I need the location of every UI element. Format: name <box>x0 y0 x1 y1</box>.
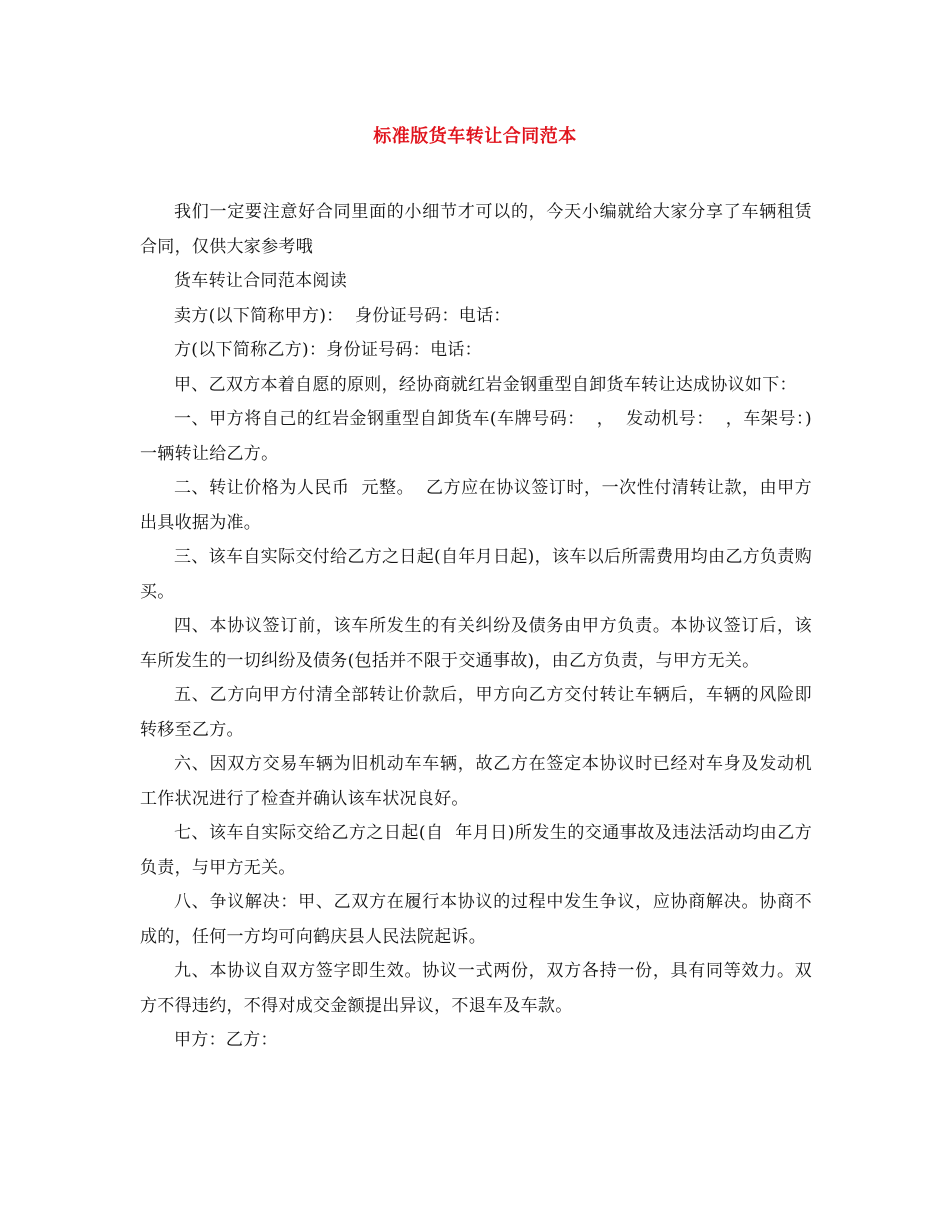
paragraph-heading: 货车转让合同范本阅读 <box>174 271 347 291</box>
signature-line: 甲方：乙方： <box>174 1030 278 1050</box>
clause-9: 九、本协议自双方签字即生效。协议一式两份，双方各持一份，具有同等效力。双方不得违约，不得对成交金额提出异议，不退车及车款。 <box>140 961 812 1016</box>
document-body <box>140 195 812 1058</box>
document-title: 标准版货车转让合同范本 <box>373 126 577 147</box>
clause-6: 六、因双方交易车辆为旧机动车车辆，故乙方在签定本协议时已经对车身及发动机工作状况进行了检查并确认该车状况良好。 <box>140 754 812 809</box>
clause-5: 五、乙方向甲方付清全部转让价款后，甲方向乙方交付转让车辆后，车辆的风险即转移至乙方。 <box>140 685 812 740</box>
paragraph-intro: 我们一定要注意好合同里面的小细节才可以的，今天小编就给大家分享了车辆租赁合同，仅供大家参考哦 <box>140 202 812 257</box>
paragraph-seller: 卖方(以下简称甲方)： 身份证号码：电话： <box>174 305 511 326</box>
clause-3: 三、该车自实际交付给乙方之日起(自年月日起)，该车以后所需费用均由乙方负责购买。 <box>140 547 812 602</box>
paragraph-buyer: 方(以下简称乙方)：身份证号码：电话： <box>174 340 482 360</box>
clause-7: 七、该车自实际交给乙方之日起(自 年月日)所发生的交通事故及违法活动均由乙方负责，与甲方无关。 <box>140 823 812 878</box>
clause-8: 八、争议解决：甲、乙双方在履行本协议的过程中发生争议，应协商解决。协商不成的，任何一方均可向鹤庆县人民法院起诉。 <box>140 892 812 947</box>
clause-4: 四、本协议签订前，该车所发生的有关纠纷及债务由甲方负责。本协议签订后，该车所发生的一切纠纷及债务(包括并不限于交通事故)，由乙方负责，与甲方无关。 <box>140 616 812 671</box>
clause-2: 二、转让价格为人民币 元整。 乙方应在协议签订时，一次性付清转让款，由甲方出具收据为准。 <box>140 478 812 533</box>
clause-1: 一、甲方将自己的红岩金钢重型自卸货车(车牌号码： ， 发动机号： ，车架号：)一辆转让给乙方。 <box>140 409 812 464</box>
paragraph-agreement: 甲、乙双方本着自愿的原则，经协商就红岩金钢重型自卸货车转让达成协议如下： <box>174 374 797 395</box>
